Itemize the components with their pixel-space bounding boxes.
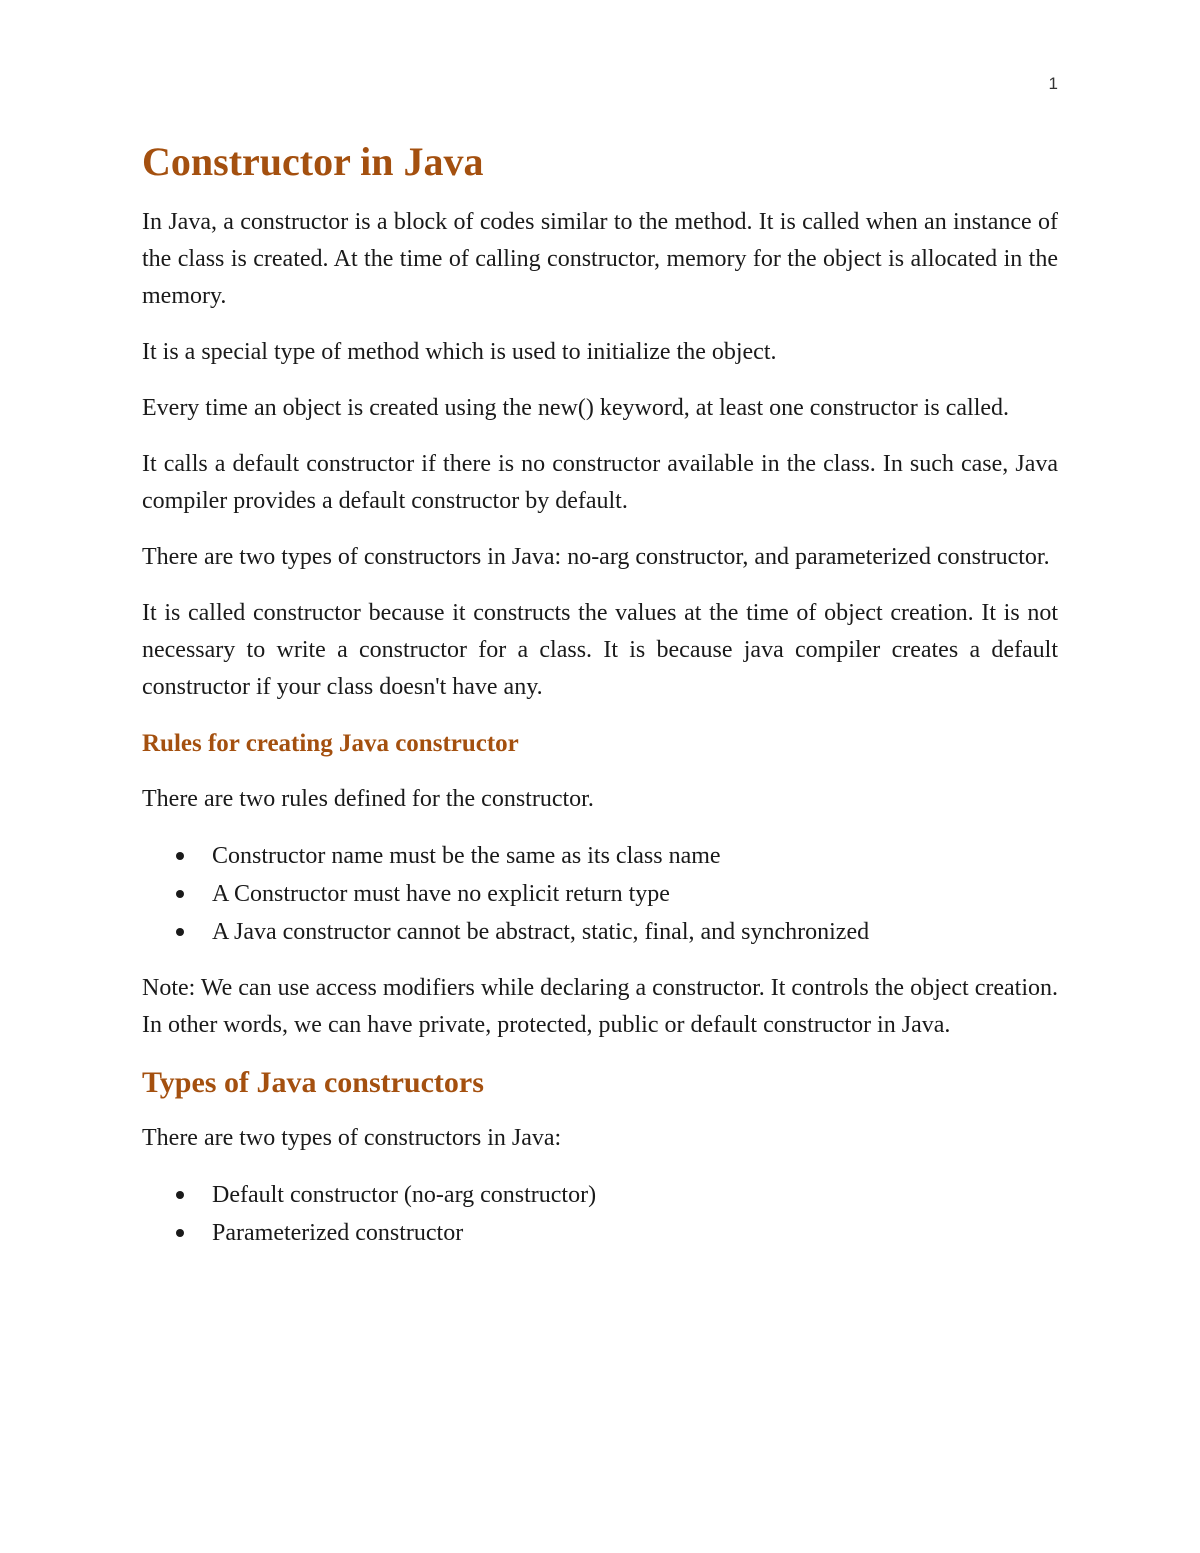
page-number: 1 [1048, 74, 1058, 93]
list-item-text: A Constructor must have no explicit return type [212, 881, 670, 907]
types-intro: There are two types of constructors in Java: [142, 1125, 562, 1151]
intro-paragraph-5: There are two types of constructors in Java: no-arg constructor, and parameterized constructor. [142, 544, 1050, 570]
list-item [142, 875, 1058, 913]
list-item [142, 837, 1058, 875]
bullet-icon [176, 1191, 184, 1199]
rules-note: Note: We can use access modifiers while declaring a constructor. It controls the object creation. In other words, we can have private, protected, public or default constructor in Java. [142, 975, 1058, 1038]
bullet-icon [176, 928, 184, 936]
list-item [142, 913, 1058, 951]
types-heading: Types of Java constructors [142, 1066, 484, 1099]
intro-paragraph-6: It is called constructor because it constructs the values at the time of object creation. It is not necessary to write a constructor for a class. It is because java compiler creates a default constructor if your class doesn't have any. [142, 600, 1058, 700]
bullet-icon [176, 890, 184, 898]
rules-list [142, 837, 1058, 951]
intro-paragraph-4: It calls a default constructor if there is no constructor available in the class. In such case, Java compiler provides a default constructor by default. [142, 451, 1058, 514]
list-item [142, 1214, 1058, 1252]
intro-paragraph-2: It is a special type of method which is used to initialize the object. [142, 339, 777, 365]
rules-heading: Rules for creating Java constructor [142, 730, 519, 757]
document-body [142, 138, 1058, 1271]
list-item [142, 1176, 1058, 1214]
intro-paragraph-3: Every time an object is created using the new() keyword, at least one constructor is called. [142, 395, 1010, 421]
page-title: Constructor in Java [142, 139, 484, 184]
intro-paragraph-1: In Java, a constructor is a block of codes similar to the method. It is called when an instance of the class is created. At the time of calling constructor, memory for the object is allocated in the memory. [142, 209, 1058, 309]
types-list [142, 1176, 1058, 1252]
rules-intro: There are two rules defined for the constructor. [142, 786, 594, 812]
list-item-text: Parameterized constructor [212, 1220, 464, 1246]
bullet-icon [176, 1229, 184, 1237]
list-item-text: Constructor name must be the same as its class name [212, 843, 721, 869]
bullet-icon [176, 852, 184, 860]
list-item-text: A Java constructor cannot be abstract, static, final, and synchronized [212, 919, 870, 945]
list-item-text: Default constructor (no-arg constructor) [212, 1182, 597, 1208]
